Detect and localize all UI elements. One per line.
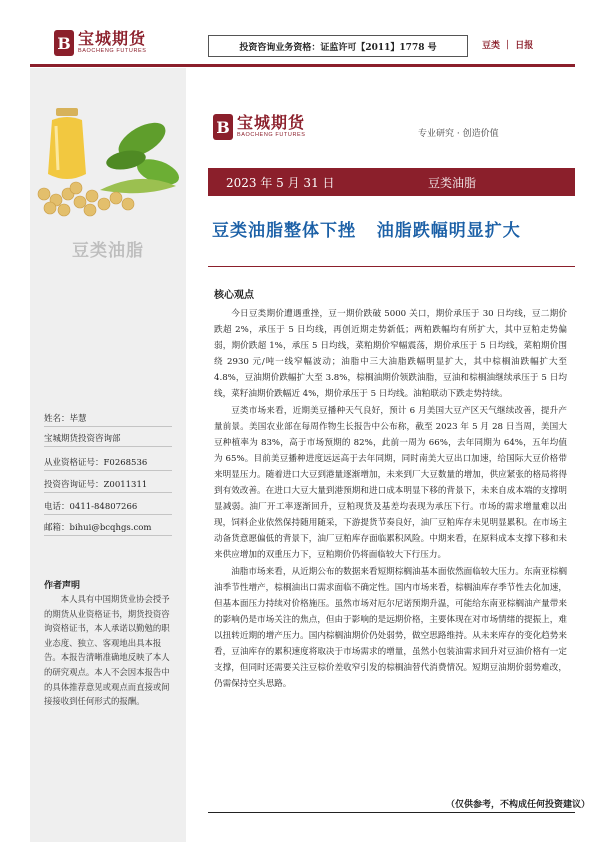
logo-mark-icon: B [54,30,74,56]
info-divider [44,514,172,515]
info-divider [44,426,172,427]
analyst-name: 姓名：毕慧 [44,414,87,424]
headline-part-2: 油脂跌幅明显扩大 [376,221,521,241]
logo-cn: 宝城期货 [78,29,147,49]
disclaimer: （仅供参考，不构成任何投资建议） [446,800,591,810]
section-title: 核心观点 [214,290,254,301]
logo-mark-icon: B [213,114,233,140]
paragraph: 油脂市场来看，从近期公布的数据来看短期棕榈油基本面依然面临较大压力。东南亚棕榈油季节性增产，棕榈油出口需求面临不确定性。国内市场来看，棕榈油库存季节性去化加速，但基本面压力持续对价格施压。虽然市场对厄尔尼诺预期升温，可能给东南亚棕榈油产量带来的影响仍是市场关注的焦点，但由于影响的是远期价格，主要体现在对市场情绪的提振上，难以扭转近期的增产压力。国内棕榈油期价仍处弱势，做空思路维持。从未来库存的变化趋势来看，豆油库存的累积速度将取决于市场需求的增量，虽然小包装油需求回升对豆油价格有一定支撑，但同时还需要关注豆棕价差收窄引发的棕榈油替代消费情况。短期豆油期价弱势难改，仍需保持空头思路。 [214,566,567,690]
paragraph: 豆类市场来看，近期美豆播种天气良好，预计 6 月美国大豆产区天气继续改善，提升产量前景。美国农业部在每周作物生长报告中公布称，截至 2023 年 5 月 28 日当周，美国大豆种植率为 83%，高于市场预期的 82%，此前一周为 66%，去年同期为 64%，五年均值为 65%。目前美豆播种进度远远高于去年同期，同时南美大豆出口加速，给国际大豆价格带来明显压力。随着进口大豆到港量逐渐增加，未来到厂大豆数量的增加，供应紧张的格局将得到有效改善。在进口大豆大量到港预期和进口成本明显下移的背景下，未来自成本端的支撑明显减弱。油厂开工率逐渐回升，豆粕现货及基差均表现为承压下行。市场的需求增量难以出现，饲料企业依然保持随用随采，下游提货节奏良好，油厂豆粕库存未见明显累积。在市场主动备货意愿偏低的背景下，油厂豆粕库存面临累积风险。中期来看，在原料成本支撑下移和未来供应增加的双重压力下，豆粕期价仍将面临较大下行压力。 [214,405,567,561]
qualification-box [208,35,468,57]
paragraph: 今日豆类期价遭遇重挫，豆一期价跌破 5000 关口，期价承压于 30 日均线，豆二期价跌超 2%，承压于 5 日均线，再创近期走势新低；两粕跌幅均有所扩大，其中豆粕走势偏弱，期价跌超 1%，承压 5 日均线，菜粕期价窄幅震荡，期价承压于 5 日均线，菜粕期价围绕 2930 元/吨一线窄幅波动；油脂中三大油脂跌幅明显扩大，其中棕榈油跌幅扩大至 4.8%，豆油期价跌幅扩大至 3.8%，棕榈油期价领跌油脂，豆油和棕榈油继续承压于 5 日均线，菜籽油期价跌幅近 4%，期价承压于 5 日均线。油粕联动下跌走势持续。 [214,309,567,400]
report-body [214,306,567,692]
analyst-email[interactable]: 邮箱：bihui@bcqhgs.com [44,523,152,533]
qualification-text: 投资咨询业务资格：证监许可【2011】1778 号 [239,42,437,53]
analyst-phone: 电话：0411-84807266 [44,502,138,512]
info-divider [44,535,172,536]
headline-part-1: 豆类油脂整体下挫 [212,221,356,241]
analyst-advisory-license: 投资咨询证号：Z0011311 [44,480,148,490]
slogan: 专业研究 · 创造价值 [418,129,499,139]
analyst-department: 宝城期货投资咨询部 [44,434,121,444]
footer-rule [208,812,575,813]
declaration-title: 作者声明 [44,581,81,591]
report-category: 豆类油脂 [428,176,477,190]
logo-en: BAOCHENG FUTURES [78,48,147,55]
soybean-oil-illustration-icon [30,90,186,220]
analyst-license: 从业资格证号：F0268536 [44,458,148,468]
info-divider [44,492,172,493]
report-date: 2023 年 5 月 31 日 [226,176,335,190]
report-type: 豆类 ｜ 日报 [482,41,534,51]
declaration-body: 本人具有中国期货业协会授予的期货从业资格证书，期货投资咨询资格证书，本人承诺以勤勉的职业态度、独立、客观地出具本报告。本报告清晰准确地反映了本人的研究观点。本人不会因本报告中的具体推荐意见或观点而直接或间接接收到任何形式的报酬。 [44,594,170,707]
info-divider [44,446,172,447]
headline-rule [208,266,575,267]
logo-cn: 宝城期货 [237,113,306,133]
logo-en: BAOCHENG FUTURES [237,132,306,139]
info-divider [44,470,172,471]
header-rule [30,64,575,67]
header-logo [54,30,147,56]
sidebar-title: 豆类油脂 [72,241,144,261]
main-logo [213,114,306,140]
headline [212,216,521,241]
